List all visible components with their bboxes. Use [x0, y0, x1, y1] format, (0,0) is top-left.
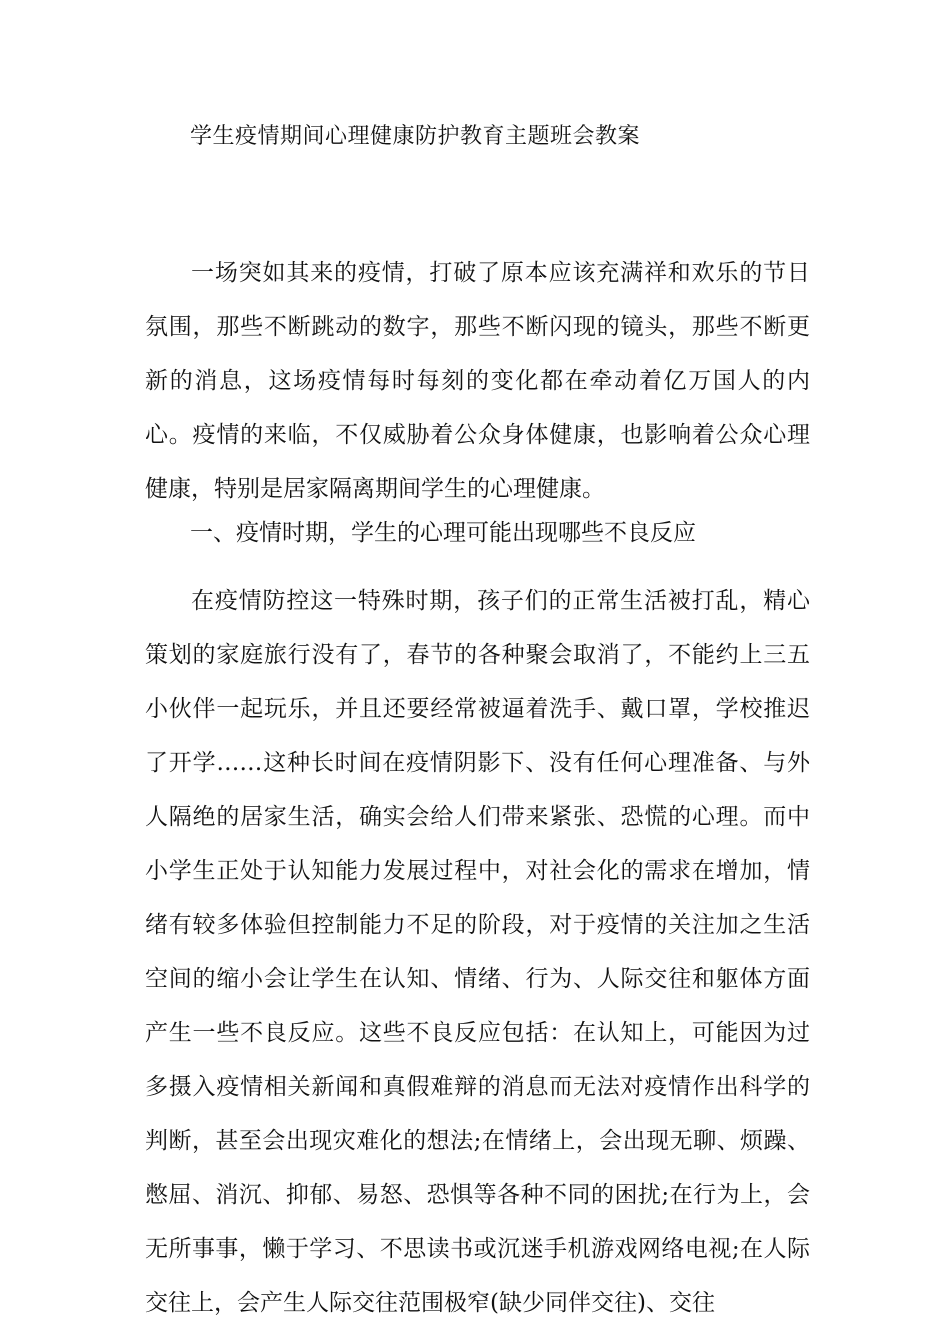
document-title: 学生疫情期间心理健康防护教育主题班会教案	[190, 124, 641, 149]
intro-paragraph: 一场突如其来的疫情，打破了原本应该充满祥和欢乐的节日氛围，那些不断跳动的数字，那些不断闪现的镜头，那些不断更新的消息，这场疫情每时每刻的变化都在牵动着亿万国人的内心。疫情的来临，不仅威胁着公众身体健康，也影响着公众心理健康，特别是居家隔离期间学生的心理健康。	[145, 260, 810, 502]
section-heading: 一、疫情时期，学生的心理可能出现哪些不良反应	[190, 520, 696, 546]
section-paragraph: 在疫情防控这一特殊时期，孩子们的正常生活被打乱，精心策划的家庭旅行没有了，春节的各种聚会取消了，不能约上三五小伙伴一起玩乐，并且还要经常被逼着洗手、戴口罩，学校推迟了开学……这种长时间在疫情阴影下、没有任何心理准备、与外人隔绝的居家生活，确实会给人们带来紧张、恐慌的心理。而中小学生正处于认知能力发展过程中，对社会化的需求在增加，情绪有较多体验但控制能力不足的阶段，对于疫情的关注加之生活空间的缩小会让学生在认知、情绪、行为、人际交往和躯体方面产生一些不良反应。这些不良反应包括：在认知上，可能因为过多摄入疫情相关新闻和真假难辩的消息而无法对疫情作出科学的判断，甚至会出现灾难化的想法;在情绪上，会出现无聊、烦躁、憋屈、消沉、抑郁、易怒、恐惧等各种不同的困扰;在行为上，会无所事事，懒于学习、不思读书或沉迷手机游戏网络电视;在人际交往上，会产生人际交往范围极窄(缺少同伴交往)、交往	[145, 588, 810, 1316]
